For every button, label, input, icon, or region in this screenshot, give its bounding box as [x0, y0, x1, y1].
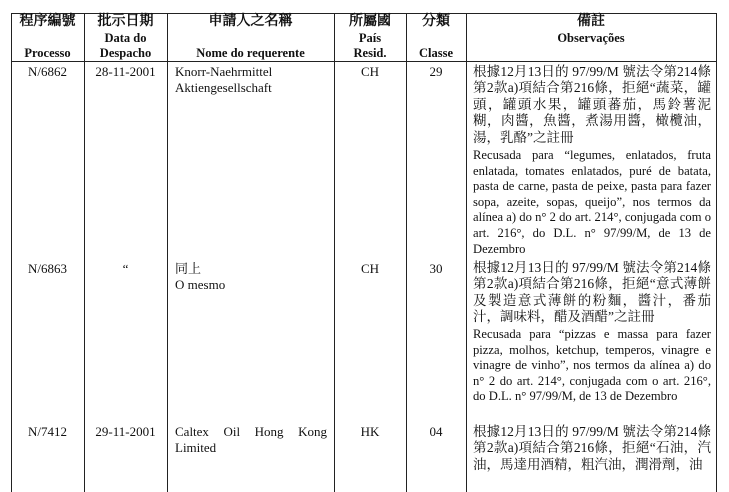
column-divider	[84, 13, 85, 492]
header-pais-pt: País Resid.	[353, 31, 387, 60]
cell-classe: 04	[429, 424, 443, 439]
column-divider	[466, 13, 467, 492]
cell-obs-pt: Recusada para “legumes, enlatados, fruta enlatada, tomates enlatados, puré de batata, pasta de carne, pasta de peixe, pasta para fazer sopa, azeite, sopas, queijo”, nos termos da alínea a) do n° 2 do art. 214°, conjugada com o art. 216°, do D.L. n° 97/99/M, de 13 de Dezembro	[473, 148, 711, 256]
column-divider	[334, 13, 335, 492]
header-classe-zh: 分類	[422, 14, 450, 29]
cell-nome-line1: 同上	[175, 261, 202, 276]
column-divider	[716, 13, 717, 492]
header-bottom-border	[11, 61, 716, 62]
cell-processo: N/6863	[28, 261, 67, 276]
header-processo-zh: 程序編號	[19, 14, 76, 29]
column-divider	[406, 13, 407, 492]
cell-obs-zh: 根據12月13日的 97/99/M 號法令第214條第2款a)項結合第216條，拒絕“意式薄餅及製造意式薄餅的粉麵，醬汁，番茄汁，調味料，醋及酒醋”之註冊	[473, 260, 711, 325]
cell-processo: N/6862	[28, 64, 67, 79]
cell-data: 29-11-2001	[95, 424, 156, 439]
cell-nome-line1	[175, 424, 327, 440]
header-pais-zh: 所屬國	[349, 14, 391, 29]
cell-data: “	[122, 261, 129, 276]
header-classe-pt: Classe	[418, 46, 454, 60]
header-nome-pt: Nome do requerente	[196, 46, 305, 60]
header-processo-pt: Processo	[24, 46, 71, 60]
cell-obs-pt: Recusada para “pizzas e massa para fazer pizza, molhos, ketchup, temperos, vinagre e vinagre de vinho”, nos termos da alínea a) do n° 2 do art. 214°, conjugada com o art. 216°, do D.L. n° 97/99/M, de 13 de Dezembro	[473, 327, 711, 404]
column-divider	[167, 13, 168, 492]
column-divider	[11, 13, 12, 492]
cell-nome-line2: Limited	[175, 440, 217, 455]
cell-nome-text: Caltex Oil Hong Kong	[175, 424, 327, 439]
cell-pais: CH	[360, 64, 380, 79]
cell-nome-line2: Aktiengesellschaft	[175, 80, 272, 95]
cell-classe: 30	[429, 261, 443, 276]
cell-nome-line2: O mesmo	[175, 277, 226, 292]
header-obs-pt: Observações	[557, 31, 625, 45]
cell-pais: HK	[360, 424, 380, 439]
cell-nome-line1: Knorr-Naehrmittel	[175, 64, 273, 79]
cell-classe: 29	[429, 64, 443, 79]
cell-processo: N/7412	[28, 424, 67, 439]
cell-obs-zh: 根據12月13日的 97/99/M 號法令第214條第2款a)項結合第216條，拒絕“石油，汽油，馬達用酒精，粗汽油，潤滑劑，油	[473, 424, 711, 472]
cell-data: 28-11-2001	[95, 64, 156, 79]
header-nome-zh: 申請人之名稱	[208, 14, 293, 29]
header-data-pt: Data do Despacho	[99, 31, 152, 60]
cell-pais: CH	[360, 261, 380, 276]
header-obs-zh: 備註	[577, 14, 605, 29]
cell-obs-zh: 根據12月13日的 97/99/M 號法令第214條第2款a)項結合第216條，拒絕“蔬菜，罐頭，罐頭水果，罐頭蕃茄，馬鈴薯泥糊，肉醬，魚醬，煮湯用醬，橄欖油，湯，乳酪”之註冊	[473, 64, 711, 145]
header-data-zh: 批示日期	[97, 14, 154, 29]
